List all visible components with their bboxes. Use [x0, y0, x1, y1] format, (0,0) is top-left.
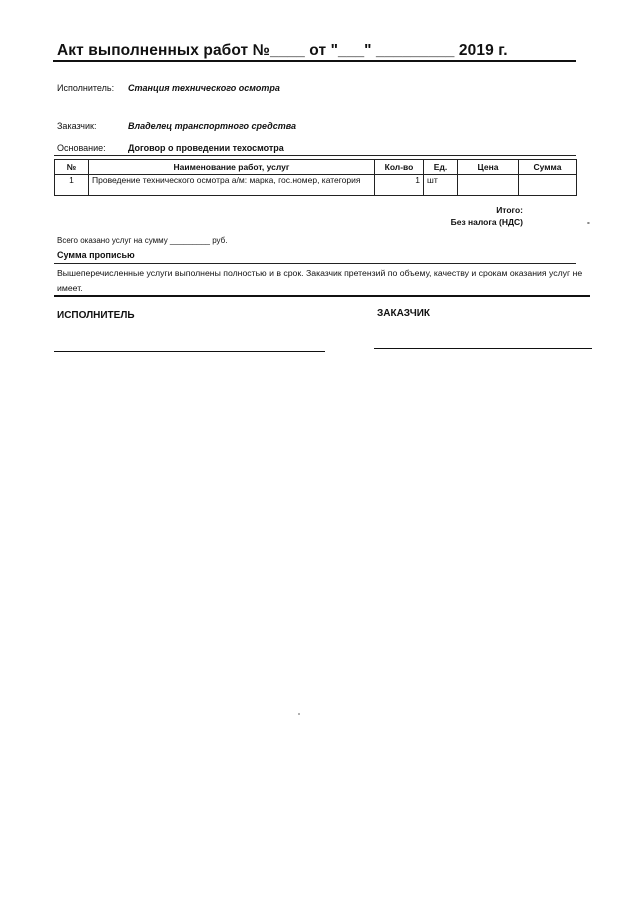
tax-value: - [587, 217, 590, 227]
cell-name: Проведение технического осмотра а/м: марка, гос.номер, категория [89, 175, 375, 196]
customer-label: Заказчик: [57, 121, 97, 131]
acceptance-statement: Вышеперечисленные услуги выполнены полностью и в срок. Заказчик претензий по объему, качеству и срокам оказания услуг не имеет. [57, 268, 583, 293]
document-title: Акт выполненных работ №____ от "___" _________ 2019 г. [57, 42, 508, 59]
amount-words-rule [54, 263, 576, 264]
basis-label: Основание: [57, 143, 106, 153]
executor-value: Станция технического осмотра [128, 83, 280, 93]
cell-num: 1 [55, 175, 89, 196]
section-divider [54, 295, 590, 297]
cell-qty: 1 [375, 175, 424, 196]
customer-value: Владелец транспортного средства [128, 121, 297, 131]
cell-sum [519, 175, 577, 196]
basis-rule [54, 155, 576, 156]
col-header-num: № [55, 160, 89, 175]
col-header-price: Цена [458, 160, 519, 175]
col-header-sum: Сумма [519, 160, 577, 175]
cell-price [458, 175, 519, 196]
customer-signature-line [374, 348, 592, 349]
executor-signature-line [54, 351, 325, 352]
tax-label: Без налога (НДС) [450, 217, 523, 227]
customer-signature-label: ЗАКАЗЧИК [377, 308, 431, 319]
amount-words-label: Сумма прописью [57, 250, 135, 260]
executor-label: Исполнитель: [57, 83, 115, 93]
total-label: Итого: [496, 205, 523, 215]
services-table [54, 159, 577, 196]
table-row [55, 175, 577, 196]
col-header-name: Наименование работ, услуг [89, 160, 375, 175]
executor-signature-label: ИСПОЛНИТЕЛЬ [57, 310, 135, 321]
services-total-line: Всего оказано услуг на сумму _________ руб. [57, 236, 228, 245]
col-header-unit: Ед. [424, 160, 458, 175]
basis-value: Договор о проведении техосмотра [128, 143, 284, 153]
table-header-row [55, 160, 577, 175]
cell-unit: шт [424, 175, 458, 196]
scan-speck [298, 713, 300, 715]
title-underline [53, 60, 576, 62]
col-header-qty: Кол-во [375, 160, 424, 175]
